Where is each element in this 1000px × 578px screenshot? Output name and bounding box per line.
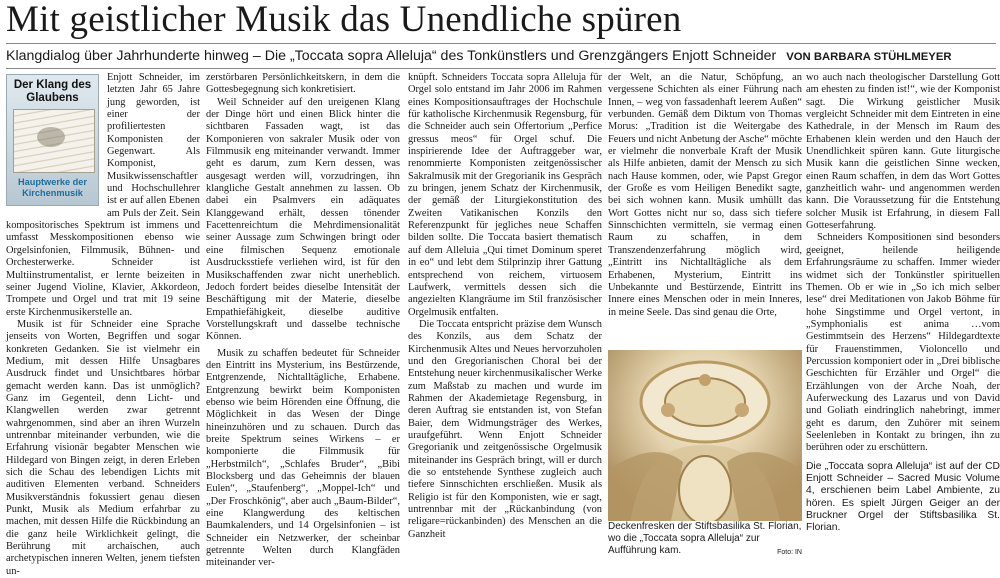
paragraph: Musik zu schaffen bedeutet für Schneider den Eintritt ins Mysterium, ins Bestürzende, Entgrenzende, Nichtalltägliche, Erhabene. Entgrenzung bewirkt beim Komponisten ebenso wie beim Hörenden eine Öffnung, die Möglichkeit in das Wesen der Dinge hineinzuhören und zu schauen. Durch das breite Spektrum seines Wirkens – er komponierte die Filmmusik für „Herbstmilch“, „Schlafes Bruder“, „Bibi Blocksberg und das Geheimnis der blauen Eulen“, „Staufenberg“, „Moppel-Ich“ und „Der Froschkönig“, aber auch „Baum-Bilder“, eine Klangwerdung des keltischen Baumkalenders, und 14 Orgelsinfonien – ist Schneider ein Netzwerker, der scheinbar getrennte Welten durch Klangfäden miteinander ver- [206,347,400,569]
photo-caption [608,521,802,556]
music-note-icon [37,127,65,147]
text-column-3 [408,72,602,552]
paragraph: knüpft. Schneiders Toccata sopra Alleluja für Orgel solo entstand im Jahr 2006 im Rahmen eines Kompositionsauftrages der Hochschule für katholische Kirchenmusik Regensburg, für die Schneider auch sein Offertorium „Perfice gressus meos“ für Orgel schuf. Die inspirierende Idee der Auftraggeber war, renommierte Komponisten zeitgenössischer Sakralmusik mit der Gregorianik ins Gespräch zu bringen, jenem Schatz der Kirchenmusik, der gemäß der Liturgiekonstitution des Zweiten Vatikanischen Konzils den Referenzpunkt für jegliches neue Schaffen bilden sollte. Die Toccata basiert thematisch auf dem Alleluia „Qui timet Dominum speret in eo“ und lebt dem Stilprinzip ihrer Gattung entsprechend von reichem, virtuosem Laufwerk, vermittels dessen sich die angezielten Klangräume im Stil französischer Orgelmusik entfalten. [408,72,602,318]
headline-rule [6,43,996,44]
text-column-1 [6,72,200,577]
paragraph: Weil Schneider auf den ureigenen Klang der Dinge hört und einen Blick hinter die sichtbaren Fassaden wagt, ist das Komponieren von sakraler Musik oder von Filmmusik eng miteinander verwandt. Immer geht es darum, zum Kern dessen, was ausgesagt werden will, vorzudringen, ihn klangliche Gestalt annehmen zu lassen. Ob dabei ein Psalmvers ein adäquates Klanggewand erhält, dessen tönender Facettenreichtum die Mehrdimensionalität seiner Aussage zum Schwingen bringt oder eine filmischen Sequenz emotionale Ausdrucksstiefe verliehen wird, ist für den Musikschaffenden zwar nicht unerheblich. Jedoch fordert beides dieselbe Intensität der Beschäftigung mit der Materie, dieselbe Empathiefähigkeit, dieselbe auditive Vorstellungskraft und dasselbe technische Können. [206,96,400,343]
subheadline-text: Klangdialog über Jahrhunderte hinweg – Die „Toccata sopra Alleluja“ des Tonkünstlers und Grenzgängers Enjott Schneider [6,48,777,64]
paragraph: Musik ist für Schneider eine Sprache jenseits von Worten, Begriffen und sogar konkreten Gedanken. Sie ist vielmehr ein Medium, mit dessen Hilfe Unsagbares Ausdruck findet und Unsichtbares hörbar gemacht werden kann. Das ist unmöglich? Ganz im Gegenteil, denn Licht- und Klangwellen werden zwar getrennt wahrgenommen, sind aber an ihren Wurzeln untrennbar miteinander verbunden, wie die Erfahrung visionär begabter Menschen wie Hildegard von Bingen zeigt, in deren Erleben sich die Schau des lebendigen Lichts mit auditiven Elementen verband. Schneiders Musikverständnis fokussiert genau diesen Punkt, Musik als Medium erfahrbar zu machen, mit dessen Hilfe die Rückbindung an die ganz heile Wirklichkeit gelingt, die Berührung mit archaischen, auch archetypischen inneren Welten, jenem tiefsten un- [6,318,200,577]
article-subheadline [6,45,996,67]
article-headline: Mit geistlicher Musik das Unendliche spüren [6,0,682,40]
paragraph: der Welt, an die Natur, Schöpfung, an vergessene Schichten als einer Führung nach Innen, – weg von fassadenhaft leerem Außen“ verbunden. Gemäß dem Diktum von Thomas Morus: „Tradition ist die Weitergabe des Feuers und nicht Anbetung der Asche“ möchte er vielmehr die nonverbale Kraft der Musik als Hilfe anbieten, damit der Mensch zu sich nach Hause kommen, oder, wie Papst Gregor der Große es vom Heiligen Benedikt sagte, bei sich wohnen kann. Musik umhüllt das Wort Gottes nicht nur so, dass sich tiefere Sinnschichten vermitteln, sie vermag einen Raum zu schaffen, in dem Transzendenzerfahrung möglich wird, „Eintritt ins Nichtalltägliche als dem Erhabenen, Mysterium, Eintritt ins Unbekannte und Bestürzende, Eintritt ins Innere eines Menschen oder in mein Inneres, in meine Seele. Das sind genau die Orte, [608,72,802,318]
ceiling-fresco-photo [608,350,802,535]
subheadline-rule [6,68,996,69]
paragraph: zerstörbaren Persönlichkeitskern, in dem die Gottesbegegnung sich konkretisiert. [206,72,400,96]
photo-caption-text: Deckenfresken der Stiftsbasilika St. Florian, wo die „Toccata sopra Alleluja“ zur Aufführung kam. [608,521,802,556]
text-column-4 [608,72,802,348]
cd-info-note: Die „Toccata sopra Alleluja“ ist auf der CD Enjott Schneider – Sacred Music Volume 4, erschienen beim Label Ambiente, zu hören. Es spielt Jürgen Geiger an der Bruckner Orgel der Stiftsbasilika St. Florian. [806,460,1000,534]
paragraph: Enjott Schneider, im letzten Jahr 65 Jahre jung geworden, ist einer der profiliertesten Komponisten der Gegenwart. Als Komponist, Musikwissenschaftler und Hochschullehrer ist er auf allen Ebenen am Puls der Zeit. Sein kompositorisches Spektrum ist immens und umfasst Messkompositionen ebenso wie Orgelsinfonien, Filmmusik, Bühnen- und Orchesterwerke. Schneider ist Multiinstrumentalist, er lernte beizeiten in seiner Jugend Violine, Klavier, Akkordeon, Trompete und Orgel und trat mit 19 seine erste Kirchenmusikerstelle an. [6,72,200,318]
text-column-2 [206,72,400,569]
photo-credit: Foto: IN [777,549,802,556]
series-box-subtitle: Hauptwerke der Kirchenmusik [18,177,87,198]
paragraph: wo auch nach theologischer Darstellung Gott am ehesten zu finden ist!“, wie der Komponist sagt. Die Wirkung geistlicher Musik vergleicht Schneider mit dem Eintreten in eine Kathedrale, in der Mensch im Raum des Erhabenen klein werden und den Hauch der Unendlichkeit spüren kann. Gute liturgische Musik kann die geistlichen Sinne wecken, einen Raum schaffen, in dem das Wort Gottes ganzheitlich wahr- und angenommen werden kann. Die Voraussetzung für die Entstehung solcher Musik ist Erfahrung, in diesem Fall Gotteserfahrung. [806,72,1000,232]
series-box [6,74,99,206]
paragraph: Die Toccata entspricht präzise dem Wunsch des Konzils, aus dem Schatz der Kirchenmusik Altes und Neues hervorzuholen und den Gregorianischen Choral bei der Entstehung neuer kirchenmusikalischer Werke zum Maßstab zu machen und wurde im Rahmen der Akademietage Regensburg, in deren Auftrag sie entstanden ist, von Stefan Baier, dem Widmungsträger des Werkes, uraufgeführt. Wenn Enjott Schneider Gregorianik und zeitgenössische Orgelmusik miteinander ins Gespräch bringt, will er durch die so entstehende Synthese zugleich auch tiefere Sinnschichten erschließen. Musik als Religio ist für den Komponisten, wie er sagt, untrennbar mit der „Rückanbindung (von religare=rückanbinden) des Menschen an die Ganzheit [408,318,602,540]
series-box-title: Der Klang des Glaubens [13,79,92,104]
text-column-5 [806,72,1000,552]
paragraph: Schneiders Kompositionen sind besonders geeignet, heilende heiligende Erfahrungsräume zu schaffen. Immer wieder widmet sich der Tonkünstler spirituellen Themen. Ob er wie in „So ich mich selber lese“ drei Meditationen von Jakob Böhme für hohe Singstimme und Orgel vertont, in „Symphonialis est anima …vom Gestimmtsein des Herzens“ Hildegardtexte für Frauenstimmen, Violoncello und Percussion komponiert oder in „Drei biblische Geschichten für Erzähler und Orgel“ die Erzählungen von der Arche Noah, der Auferweckung des Lazarus und von David und Goliath eindringlich nahebringt, immer geht es darum, den Zuhörer mit seinem Seelenleben in Kontakt zu bringen, ihn zu berühren oder zu erschüttern. [806,232,1000,454]
article-byline: VON BARBARA STÜHLMEYER [786,51,952,63]
